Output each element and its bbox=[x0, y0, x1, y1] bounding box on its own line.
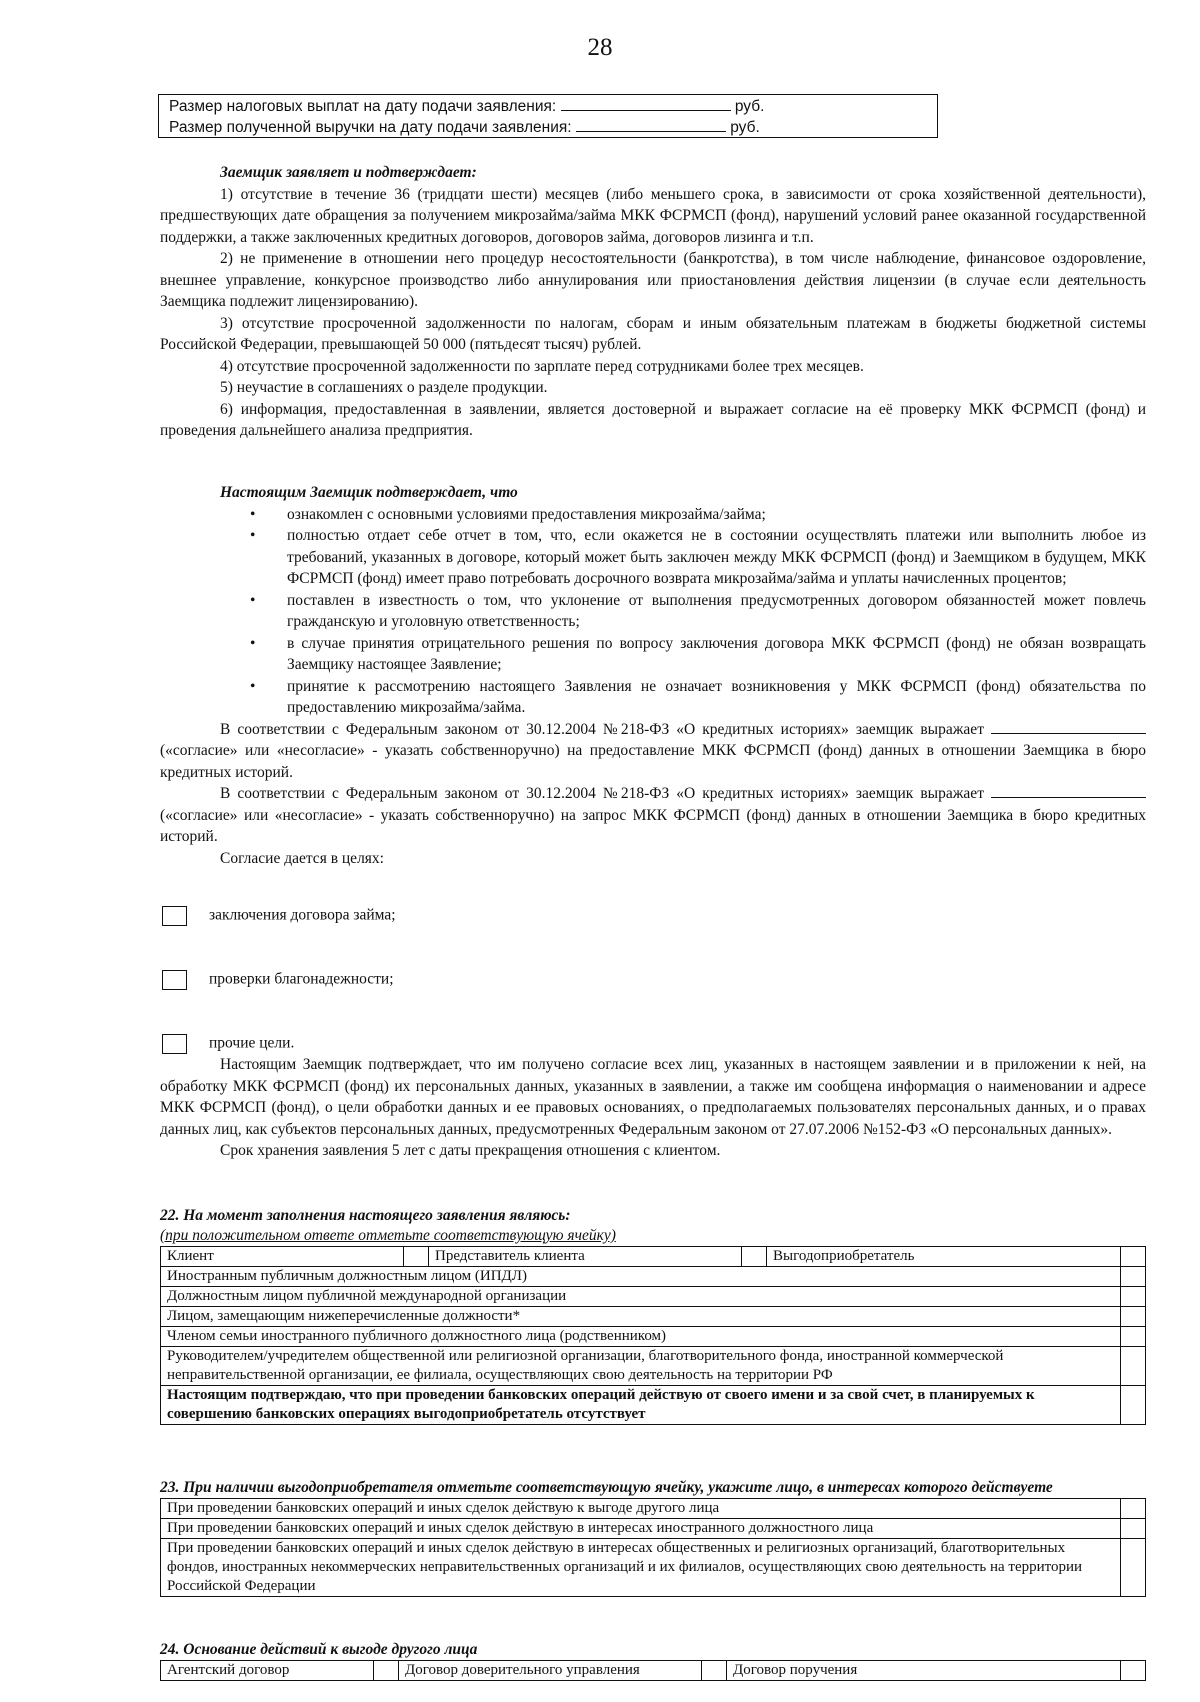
revenue-label: Размер полученной выручки на дату подачи заявления: bbox=[169, 119, 572, 136]
role-client-checkbox[interactable] bbox=[404, 1247, 429, 1267]
basis-trust-checkbox[interactable] bbox=[702, 1661, 727, 1681]
role-beneficiary-checkbox[interactable] bbox=[1121, 1247, 1146, 1267]
credit-consent-1-text: В соответствии с Федеральным законом от 30.12.2004 №218-ФЗ «О кредитных историях» заемщик выражает bbox=[220, 720, 984, 738]
credit-consent-2-text: В соответствии с Федеральным законом от 30.12.2004 №218-ФЗ «О кредитных историях» заемщик выражает bbox=[220, 785, 984, 802]
table-row bbox=[161, 1386, 1146, 1425]
purpose-option bbox=[162, 906, 396, 926]
table-row bbox=[161, 1307, 1146, 1327]
tax-payouts-label: Размер налоговых выплат на дату подачи заявления: bbox=[169, 98, 557, 115]
purpose-loan-checkbox[interactable] bbox=[162, 906, 187, 926]
table-row bbox=[161, 1519, 1146, 1539]
payouts-box bbox=[158, 94, 938, 138]
beneficiary-label: При проведении банковских операций и иных сделок действую в интересах иностранного должностного лица bbox=[161, 1519, 1121, 1539]
beneficiary-label: При проведении банковских операций и иных сделок действую к выгоде другого лица bbox=[161, 1499, 1121, 1519]
credit-consent-1-tail: («согласие» или «несогласие» - указать собственноручно) на предоставление МКК ФСРМСП (фонд) данных в отношении Заемщика в бюро кредитных историй. bbox=[160, 742, 1146, 781]
section-23-heading: 23. При наличии выгодоприобретателя отметьте соответствующую ячейку, укажите лицо, в интересах которого действуете bbox=[160, 1479, 1053, 1496]
purpose-other-checkbox[interactable] bbox=[162, 1034, 187, 1054]
declare-item: 4) отсутствие просроченной задолженности по зарплате перед сотрудниками более трех месяцев. bbox=[220, 357, 864, 375]
basis-label: Агентский договор bbox=[161, 1661, 374, 1681]
section-22-note: (при положительном ответе отметьте соответствующую ячейку) bbox=[160, 1227, 616, 1244]
status-checkbox[interactable] bbox=[1121, 1386, 1146, 1425]
status-label: Руководителем/учредителем общественной или религиозной организации, благотворительного фонда, иностранной коммерческой неправительственной организации, ее филиала, осуществляющих свою деятельность на территории РФ bbox=[161, 1347, 1121, 1386]
table-row bbox=[161, 1267, 1146, 1287]
revenue-currency: руб. bbox=[730, 119, 760, 136]
section-24 bbox=[160, 1640, 1146, 1681]
revenue-field[interactable] bbox=[576, 117, 726, 132]
basis-label: Договор доверительного управления bbox=[399, 1661, 702, 1681]
consent-purpose-label: Согласие дается в целях: bbox=[220, 849, 384, 867]
declare-heading: Заемщик заявляет и подтверждает: bbox=[220, 164, 477, 181]
declare-item: 3) отсутствие просроченной задолженности по налогам, сборам и иным обязательным платежам в бюджеты бюджетной системы Российской Федерации, превышающей 50 000 (пятьдесят тысяч) рублей. bbox=[160, 314, 1146, 353]
credit-consent-2-field[interactable] bbox=[991, 783, 1146, 798]
role-label: Выгодоприобретатель bbox=[767, 1247, 1121, 1267]
status-label: Должностным лицом публичной международной организации bbox=[161, 1287, 1121, 1307]
role-representative-checkbox[interactable] bbox=[742, 1247, 767, 1267]
status-label: Членом семьи иностранного публичного должностного лица (родственником) bbox=[161, 1327, 1121, 1347]
list-item: • ознакомлен с основными условиями предоставления микрозайма/займа; bbox=[160, 504, 1146, 526]
status-checkbox[interactable] bbox=[1121, 1267, 1146, 1287]
purpose-label: заключения договора займа; bbox=[209, 906, 396, 924]
confirm-heading: Настоящим Заемщик подтверждает, что bbox=[220, 484, 518, 501]
beneficiary-checkbox[interactable] bbox=[1121, 1539, 1146, 1597]
section-23 bbox=[160, 1478, 1146, 1597]
table-row bbox=[161, 1539, 1146, 1597]
declarations-section bbox=[160, 162, 1146, 442]
table-row bbox=[161, 1499, 1146, 1519]
section-22-heading: 22. На момент заполнения настоящего заявления являюсь: bbox=[160, 1207, 571, 1224]
confirm-section bbox=[160, 482, 1146, 869]
section-22 bbox=[160, 1206, 1146, 1425]
list-item: • поставлен в известность о том, что уклонение от выполнения предусмотренных договором обязанностей может повлечь гражданскую и уголовную ответственность; bbox=[160, 590, 1146, 633]
confirm-list bbox=[160, 504, 1146, 719]
table-row bbox=[161, 1347, 1146, 1386]
credit-consent-1-field[interactable] bbox=[991, 719, 1146, 734]
page-number: 28 bbox=[587, 34, 613, 61]
section-24-table bbox=[160, 1660, 1146, 1681]
basis-commission-checkbox[interactable] bbox=[1121, 1661, 1146, 1681]
table-row bbox=[161, 1327, 1146, 1347]
purpose-option bbox=[162, 970, 394, 990]
declare-item: 1) отсутствие в течение 36 (тридцати шести) месяцев (либо меньшего срока, в зависимости от срока хозяйственной деятельности), предшествующих дате обращения за получением микрозайма/займа МКК ФСРМСП (фонд), нарушений условий ранее оказанной государственной поддержки, а также заключенных кредитных договоров, договоров займа, договоров лизинга и т.п. bbox=[160, 185, 1146, 246]
basis-agency-checkbox[interactable] bbox=[374, 1661, 399, 1681]
tax-payouts-field[interactable] bbox=[561, 96, 731, 111]
status-label: Настоящим подтверждаю, что при проведении банковских операций действую от своего имени и за свой счет, в планируемых к совершению банковских операциях выгодоприобретатель отсутствует bbox=[161, 1386, 1121, 1425]
status-label: Иностранным публичным должностным лицом (ИПДЛ) bbox=[161, 1267, 1121, 1287]
section-22-table bbox=[160, 1246, 1146, 1425]
personal-data-section bbox=[160, 1054, 1146, 1162]
table-row bbox=[161, 1661, 1146, 1681]
credit-consent-1 bbox=[160, 719, 1146, 784]
list-item: • полностью отдает себе отчет в том, что, если окажется не в состоянии осуществлять платежи или выполнить любое из требований, указанных в договоре, который может быть заключен между МКК ФСРМСП (фонд) и Заемщиком в будущем, МКК ФСРМСП (фонд) имеет право потребовать досрочного возврата микрозайма/займа и уплаты начисленных процентов; bbox=[160, 525, 1146, 590]
role-label: Клиент bbox=[161, 1247, 404, 1267]
list-item: • принятие к рассмотрению настоящего Заявления не означает возникновения у МКК ФСРМСП (фонд) обязательства по предоставлению микрозайма/займа. bbox=[160, 676, 1146, 719]
role-label: Представитель клиента bbox=[429, 1247, 742, 1267]
basis-label: Договор поручения bbox=[727, 1661, 1121, 1681]
status-checkbox[interactable] bbox=[1121, 1347, 1146, 1386]
tax-currency: руб. bbox=[734, 98, 765, 115]
status-label: Лицом, замещающим нижеперечисленные должности* bbox=[161, 1307, 1121, 1327]
status-checkbox[interactable] bbox=[1121, 1327, 1146, 1347]
beneficiary-checkbox[interactable] bbox=[1121, 1519, 1146, 1539]
list-item: • в случае принятия отрицательного решения по вопросу заключения договора МКК ФСРМСП (фонд) не обязан возвращать Заемщику настоящее Заявление; bbox=[160, 633, 1146, 676]
credit-consent-2 bbox=[160, 783, 1146, 848]
section-23-table bbox=[160, 1498, 1146, 1597]
table-row bbox=[161, 1287, 1146, 1307]
table-row bbox=[161, 1247, 1146, 1267]
section-24-heading: 24. Основание действий к выгоде другого лица bbox=[160, 1641, 478, 1658]
credit-consent-2-tail: («согласие» или «несогласие» - указать собственноручно) на запрос МКК ФСРМСП (фонд) данных в отношении Заемщика в бюро кредитных историй. bbox=[160, 806, 1146, 845]
beneficiary-label: При проведении банковских операций и иных сделок действую в интересах общественных и религиозных организаций, благотворительных фондов, иностранных некоммерческих неправительственных организаций и их филиалов, осуществляющих свою деятельность на территории Российской Федерации bbox=[161, 1539, 1121, 1597]
beneficiary-checkbox[interactable] bbox=[1121, 1499, 1146, 1519]
retention-text: Срок хранения заявления 5 лет с даты прекращения отношения с клиентом. bbox=[220, 1142, 721, 1159]
declare-item: 6) информация, предоставленная в заявлении, является достоверной и выражает согласие на её проверку МКК ФСРМСП (фонд) и проведения дальнейшего анализа предприятия. bbox=[160, 400, 1146, 439]
purpose-label: прочие цели. bbox=[209, 1034, 295, 1052]
purpose-label: проверки благонадежности; bbox=[209, 970, 394, 988]
status-checkbox[interactable] bbox=[1121, 1287, 1146, 1307]
declare-item: 2) не применение в отношении него процедур несостоятельности (банкротства), в том числе наблюдение, финансовое оздоровление, внешнее управление, конкурсное производство либо аннулирования или приостановления действия лицензии (в случае если деятельность Заемщика подлежит лицензированию). bbox=[160, 250, 1146, 310]
status-checkbox[interactable] bbox=[1121, 1307, 1146, 1327]
purpose-option bbox=[162, 1034, 294, 1054]
declare-item: 5) неучастие в соглашениях о разделе продукции. bbox=[220, 379, 548, 396]
personal-data-text: Настоящим Заемщик подтверждает, что им получено согласие всех лиц, указанных в настоящем заявлении и в приложении к ней, на обработку МКК ФСРМСП (фонд) их персональных данных, указанных в заявлении, а также им сообщена информация о наименовании и адресе МКК ФСРМСП (фонд), о цели обработки данных и ее правовых основаниях, о предполагаемых пользователях персональных данных, и о правах данных лиц, как субъектов персональных данных, предусмотренных Федеральным законом от 27.07.2006 №152-ФЗ «О персональных данных». bbox=[160, 1056, 1146, 1138]
purpose-reliability-checkbox[interactable] bbox=[162, 970, 187, 990]
